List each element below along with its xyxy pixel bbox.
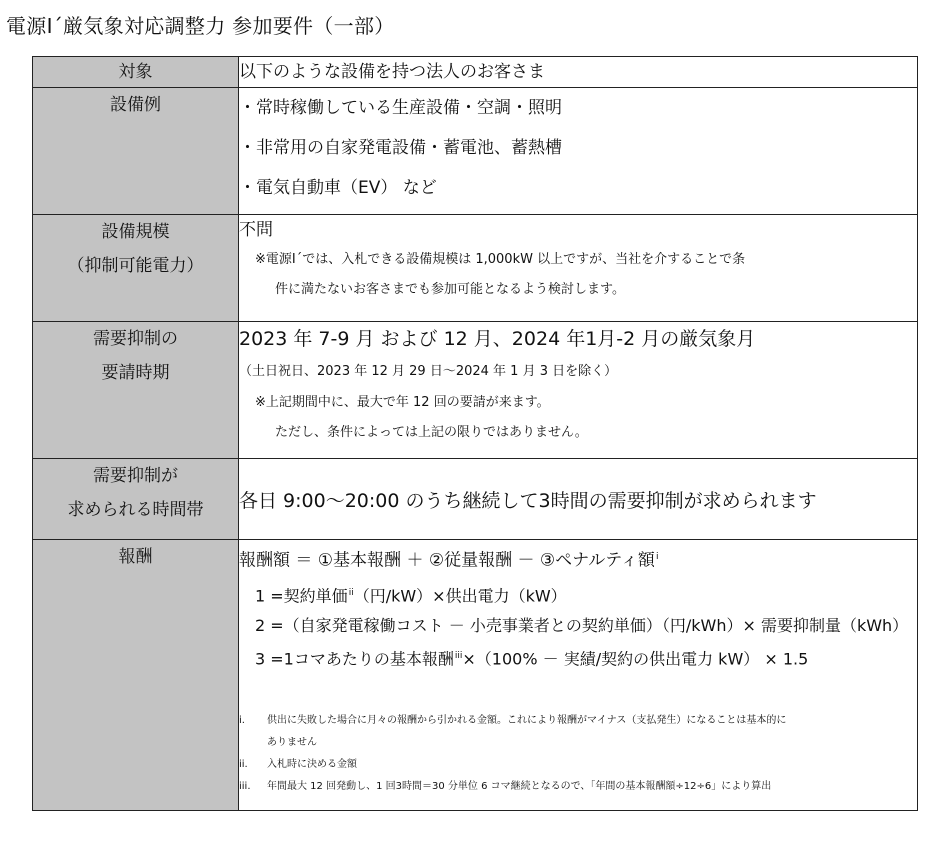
footnote-text: 供出に失敗した場合に月々の報酬から引かれる金額。これにより報酬がマイナス（支払発生）になることは基本的に (267, 715, 787, 727)
scale-main: 不問 (239, 220, 273, 240)
row-header-target: 対象 (33, 57, 239, 88)
period-note-line1: ※上記期間中に、最大で年 12 回の要請が来ます。 (255, 395, 550, 410)
table-row (33, 57, 918, 88)
footnote-i (239, 710, 917, 754)
reward-line-1-post: （円/kW）×供出電力（kW） (353, 585, 567, 605)
row-content-reward (239, 540, 918, 811)
scale-note-line1: ※電源Ⅰ´では、入札できる設備規模は 1,000kW 以上ですが、当社を介することで条 (255, 252, 746, 267)
period-main: 2023 年 7-9 月 および 12 月、2024 年1月-2 月の厳気象月 (239, 328, 756, 350)
period-header-line1: 需要抑制の (93, 329, 178, 349)
footnote-iii (239, 776, 917, 798)
scale-header-line2: （抑制可能電力） (67, 256, 204, 276)
table-row (33, 88, 918, 215)
reward-formula (239, 540, 917, 578)
row-header-reward: 報酬 (33, 540, 239, 811)
footnote-text: ありません (267, 737, 317, 749)
reward-line-3-post: ×（100% － 実績/契約の供出電力 kW） × 1.5 (462, 649, 809, 669)
row-header-timeslot (33, 459, 239, 540)
target-text: 以下のような設備を持つ法人のお客さま (239, 62, 545, 82)
period-header-line2: 要請時期 (101, 363, 170, 383)
reward-line-1 (239, 578, 917, 611)
period-note-line2: ただし、条件によっては上記の限りではありません。 (275, 425, 588, 440)
row-content-scale (239, 215, 918, 322)
footnote-marker: ii. (239, 759, 248, 771)
table-row (33, 459, 918, 540)
list-item: ・非常用の自家発電設備・蓄電池、蓄熱槽 (239, 138, 562, 158)
footnote-mark: ii (348, 587, 354, 598)
table-row (33, 540, 918, 811)
reward-line-3-pre: 3 =1コマあたりの基本報酬 (255, 649, 454, 669)
row-header-equipment: 設備例 (33, 88, 239, 215)
row-content-timeslot (239, 459, 918, 540)
spacer (239, 674, 917, 710)
footnote-text: 年間最大 12 回発動し、1 回3時間＝30 分単位 6 コマ継続となるので、「年間の基本報酬額÷12÷6」により算出 (267, 781, 772, 793)
scale-note-line2: 件に満たないお客さまでも参加可能となるよう検討します。 (275, 282, 625, 297)
timeslot-text: 各日 9:00～20:00 のうち継続して3時間の需要抑制が求められます (239, 489, 817, 512)
reward-line-3 (239, 641, 917, 674)
row-header-period (33, 322, 239, 459)
row-content-target (239, 57, 918, 88)
table-row (33, 215, 918, 322)
period-sub: （土日祝日、2023 年 12 月 29 日～2024 年 1 月 3 日を除く） (239, 364, 618, 379)
footnote-marker: i. (239, 715, 245, 727)
row-header-scale (33, 215, 239, 322)
footnote-mark: i (655, 552, 659, 562)
footnote-mark: iii (454, 650, 463, 661)
reward-line-2: 2 =（自家発電稼働コスト － 小売事業者との契約単価）（円/kWh）× 需要抑制量（kWh） (255, 615, 909, 635)
row-content-equipment (239, 88, 918, 215)
list-item: ・電気自動車（EV） など (239, 178, 437, 198)
footnote-text: 入札時に決める金額 (267, 759, 357, 771)
page-title: 電源Ⅰ´厳気象対応調整力 参加要件（一部） (6, 14, 395, 38)
reward-formula-text: 報酬額 ＝ ①基本報酬 ＋ ②従量報酬 － ③ペナルティ額 (239, 550, 655, 571)
requirements-table (32, 56, 918, 811)
list-item: ・常時稼働している生産設備・空調・照明 (239, 98, 562, 118)
scale-header-line1: 設備規模 (101, 222, 170, 242)
timeslot-header-line1: 需要抑制が (93, 466, 178, 486)
reward-line-1-pre: 1 =契約単価 (255, 585, 348, 605)
row-content-period (239, 322, 918, 459)
table-row (33, 322, 918, 459)
timeslot-header-line2: 求められる時間帯 (67, 500, 204, 520)
footnote-marker: iii. (239, 781, 251, 793)
footnote-ii (239, 754, 917, 776)
